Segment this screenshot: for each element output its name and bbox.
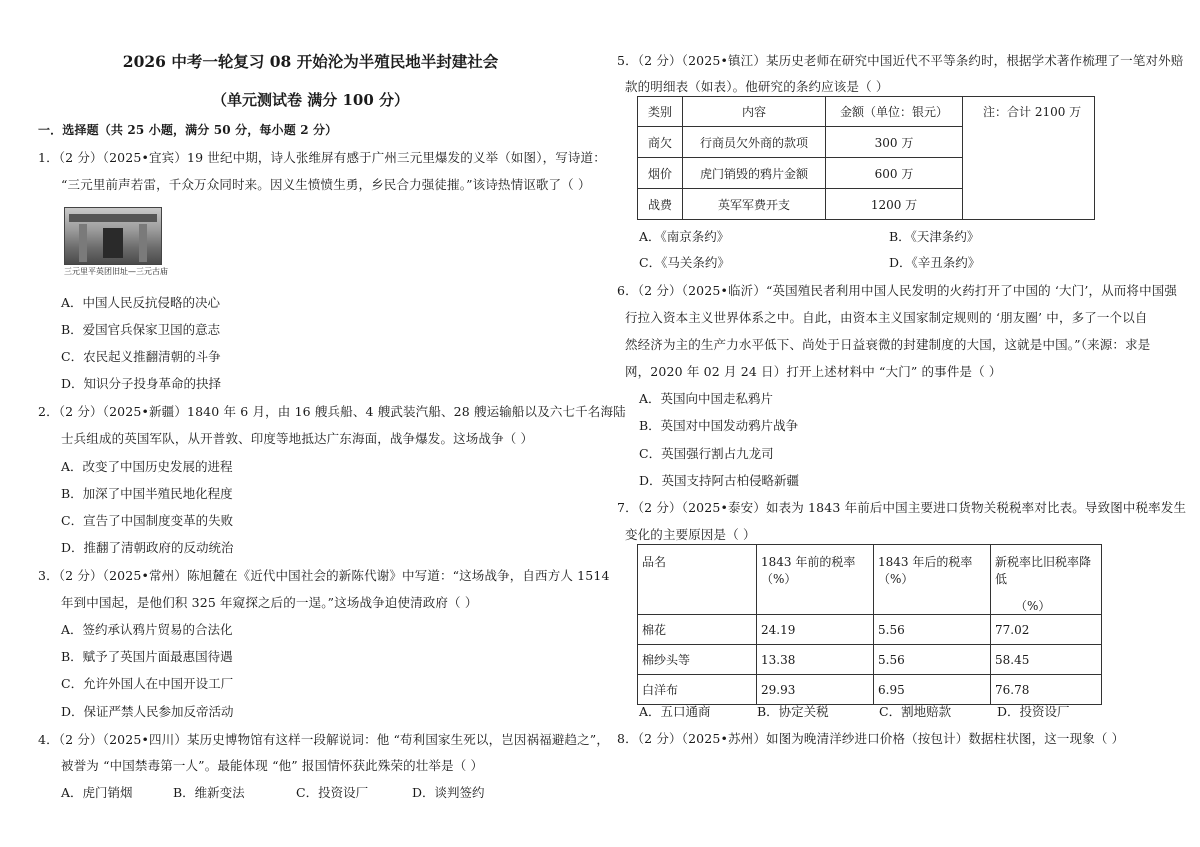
q5-cell: 烟价 [638, 158, 683, 189]
q7-header-reduction-unit: （%） [1015, 599, 1051, 613]
q7-option-d[interactable]: D．投资设厂 [997, 704, 1070, 719]
q2-option-d[interactable]: D．推翻了清朝政府的反动统治 [61, 540, 234, 555]
q4-option-a[interactable]: A．虎门销烟 [61, 785, 133, 800]
q5-cell: 600 万 [826, 158, 963, 189]
q5-header-content: 内容 [683, 97, 826, 127]
q5-cell: 行商员欠外商的款项 [683, 127, 826, 158]
q4-option-d[interactable]: D．谈判签约 [412, 785, 485, 800]
q6-option-c[interactable]: C．英国强行割占九龙司 [639, 446, 774, 461]
q6-option-b[interactable]: B．英国对中国发动鸦片战争 [639, 418, 799, 433]
q3-option-d[interactable]: D．保证严禁人民参加反帝活动 [61, 704, 234, 719]
q7-cell: 24.19 [757, 615, 874, 645]
q7-cell: 棉纱头等 [638, 645, 757, 675]
q5-option-d[interactable]: D．《辛丑条约》 [889, 255, 981, 270]
q4-option-b[interactable]: B．维新变法 [173, 785, 245, 800]
q5-cell: 300 万 [826, 127, 963, 158]
photo-caption: 三元里平英团旧址—三元古庙 [64, 267, 168, 276]
q8-stem-line1: 8．（2 分）（2025•苏州）如图为晚清洋纱进口价格（按包计）数据柱状图，这一现象（ ） [617, 731, 1125, 746]
q1-stem-line1: 1．（2 分）（2025•宜宾）19 世纪中期，诗人张维屏有感于广州三元里爆发的义举（如图），写诗道： [38, 150, 606, 165]
q5-option-c[interactable]: C．《马关条约》 [639, 255, 730, 270]
q6-option-d[interactable]: D．英国支持阿古柏侵略新疆 [639, 473, 800, 488]
q7-cell: 白洋布 [638, 675, 757, 705]
q7-cell: 77.02 [991, 615, 1102, 645]
q7-stem-line2: 变化的主要原因是（ ） [625, 527, 756, 542]
q7-tariff-table [637, 544, 1102, 705]
q4-option-c[interactable]: C．投资设厂 [296, 785, 369, 800]
q7-header-before: 1843 年前的税率（%） [757, 545, 874, 615]
q1-option-a[interactable]: A．中国人民反抗侵略的决心 [61, 295, 221, 310]
q7-cell: 29.93 [757, 675, 874, 705]
q5-stem-line1: 5．（2 分）（2025•镇江）某历史老师在研究中国近代不平等条约时，根据学术著作梳理了一笔对外赔 [617, 53, 1184, 68]
q6-stem-line1: 6．（2 分）（2025•临沂）“英国殖民者利用中国人民发明的火药打开了中国的 ‘大门’，从而将中国强 [617, 283, 1178, 298]
q6-stem-line4: 网，2020 年 02 月 24 日）打开上述材料中 “大门” 的事件是（ ） [625, 364, 1002, 379]
q4-stem-line1: 4．（2 分）（2025•四川）某历史博物馆有这样一段解说词：他 “苟利国家生死以，岂因祸福避趋之”， [38, 732, 609, 747]
q2-stem-line2: 士兵组成的英国军队，从开普敦、印度等地抵达广东海面，战争爆发。这场战争（ ） [61, 431, 534, 446]
sanyuanli-temple-photo [64, 207, 162, 265]
q7-option-a[interactable]: A．五口通商 [639, 704, 711, 719]
q7-cell: 5.56 [874, 645, 991, 675]
q5-option-a[interactable]: A．《南京条约》 [639, 229, 730, 244]
q1-stem-line2: “三元里前声若雷，千众万众同时来。因义生愤愤生勇，乡民合力强徒摧。”该诗热情讴歌了（ ） [61, 177, 591, 192]
q3-option-b[interactable]: B．赋予了英国片面最惠国待遇 [61, 649, 233, 664]
q5-stem-line2: 款的明细表（如表）。他研究的条约应该是（ ） [625, 79, 889, 94]
q1-option-c[interactable]: C．农民起义推翻清朝的斗争 [61, 349, 221, 364]
q6-option-a[interactable]: A．英国向中国走私鸦片 [639, 391, 774, 406]
q2-option-a[interactable]: A．改变了中国历史发展的进程 [61, 459, 233, 474]
section-heading: 一．选择题（共 25 小题，满分 50 分，每小题 2 分） [38, 123, 338, 137]
q7-cell: 棉花 [638, 615, 757, 645]
q5-cell: 战费 [638, 189, 683, 220]
q7-cell: 6.95 [874, 675, 991, 705]
q3-stem-line1: 3．（2 分）（2025•常州）陈旭麓在《近代中国社会的新陈代谢》中写道：“这场战争，自西方人 1514 [38, 568, 610, 583]
q7-cell: 76.78 [991, 675, 1102, 705]
q4-stem-line2: 被誉为 “中国禁毒第一人”。最能体现 “他” 报国情怀获此殊荣的壮举是（ ） [61, 758, 484, 773]
q5-cell: 商欠 [638, 127, 683, 158]
q7-option-b[interactable]: B．协定关税 [757, 704, 829, 719]
q1-option-d[interactable]: D．知识分子投身革命的抉择 [61, 376, 222, 391]
q3-stem-line2: 年到中国起，是他们积 325 年窥探之后的一逞。”这场战争迫使清政府（ ） [61, 595, 478, 610]
q7-header-item: 品名 [638, 545, 757, 615]
q7-option-c[interactable]: C．割地赔款 [879, 704, 952, 719]
q7-cell: 5.56 [874, 615, 991, 645]
q3-option-a[interactable]: A．签约承认鸦片贸易的合法化 [61, 622, 233, 637]
q3-option-c[interactable]: C．允许外国人在中国开设工厂 [61, 676, 234, 691]
q5-cell: 虎门销毁的鸦片金额 [683, 158, 826, 189]
q5-option-b[interactable]: B．《天津条约》 [889, 229, 980, 244]
q5-indemnity-table [637, 96, 1095, 220]
q5-cell: 1200 万 [826, 189, 963, 220]
q7-header-reduction-line1: 新税率比旧税率降低 [995, 555, 1092, 586]
q7-cell: 58.45 [991, 645, 1102, 675]
q5-header-category: 类别 [638, 97, 683, 127]
document-subtitle: （单元测试卷 满分 100 分） [212, 91, 409, 109]
q1-option-b[interactable]: B．爱国官兵保家卫国的意志 [61, 322, 221, 337]
q7-header-reduction [991, 545, 1102, 615]
q5-cell: 英军军费开支 [683, 189, 826, 220]
q7-cell: 13.38 [757, 645, 874, 675]
q2-option-c[interactable]: C．宣告了中国制度变革的失败 [61, 513, 234, 528]
q2-option-b[interactable]: B．加深了中国半殖民地化程度 [61, 486, 233, 501]
q6-stem-line3: 然经济为主的生产力水平低下、尚处于日益衰微的封建制度的大国，这就是中国。”（来源：求是 [625, 337, 1151, 352]
q2-stem-line1: 2．（2 分）（2025•新疆）1840 年 6 月，由 16 艘兵船、4 艘武装汽船、28 艘运输船以及六七千名海陆 [38, 404, 626, 419]
q6-stem-line2: 行拉入资本主义世界体系之中。自此，由资本主义国家制定规则的 ‘朋友圈’ 中，多了一个以自 [625, 310, 1148, 325]
q7-stem-line1: 7．（2 分）（2025•泰安）如表为 1843 年前后中国主要进口货物关税税率对比表。导致图中税率发生 [617, 500, 1187, 515]
q5-header-amount: 金额（单位：银元） [826, 97, 963, 127]
document-title: 2026 中考一轮复习 08 开始沦为半殖民地半封建社会 [122, 52, 499, 71]
q7-header-after: 1843 年后的税率（%） [874, 545, 991, 615]
q5-table-note: 注：合计 2100 万 [963, 97, 1095, 220]
